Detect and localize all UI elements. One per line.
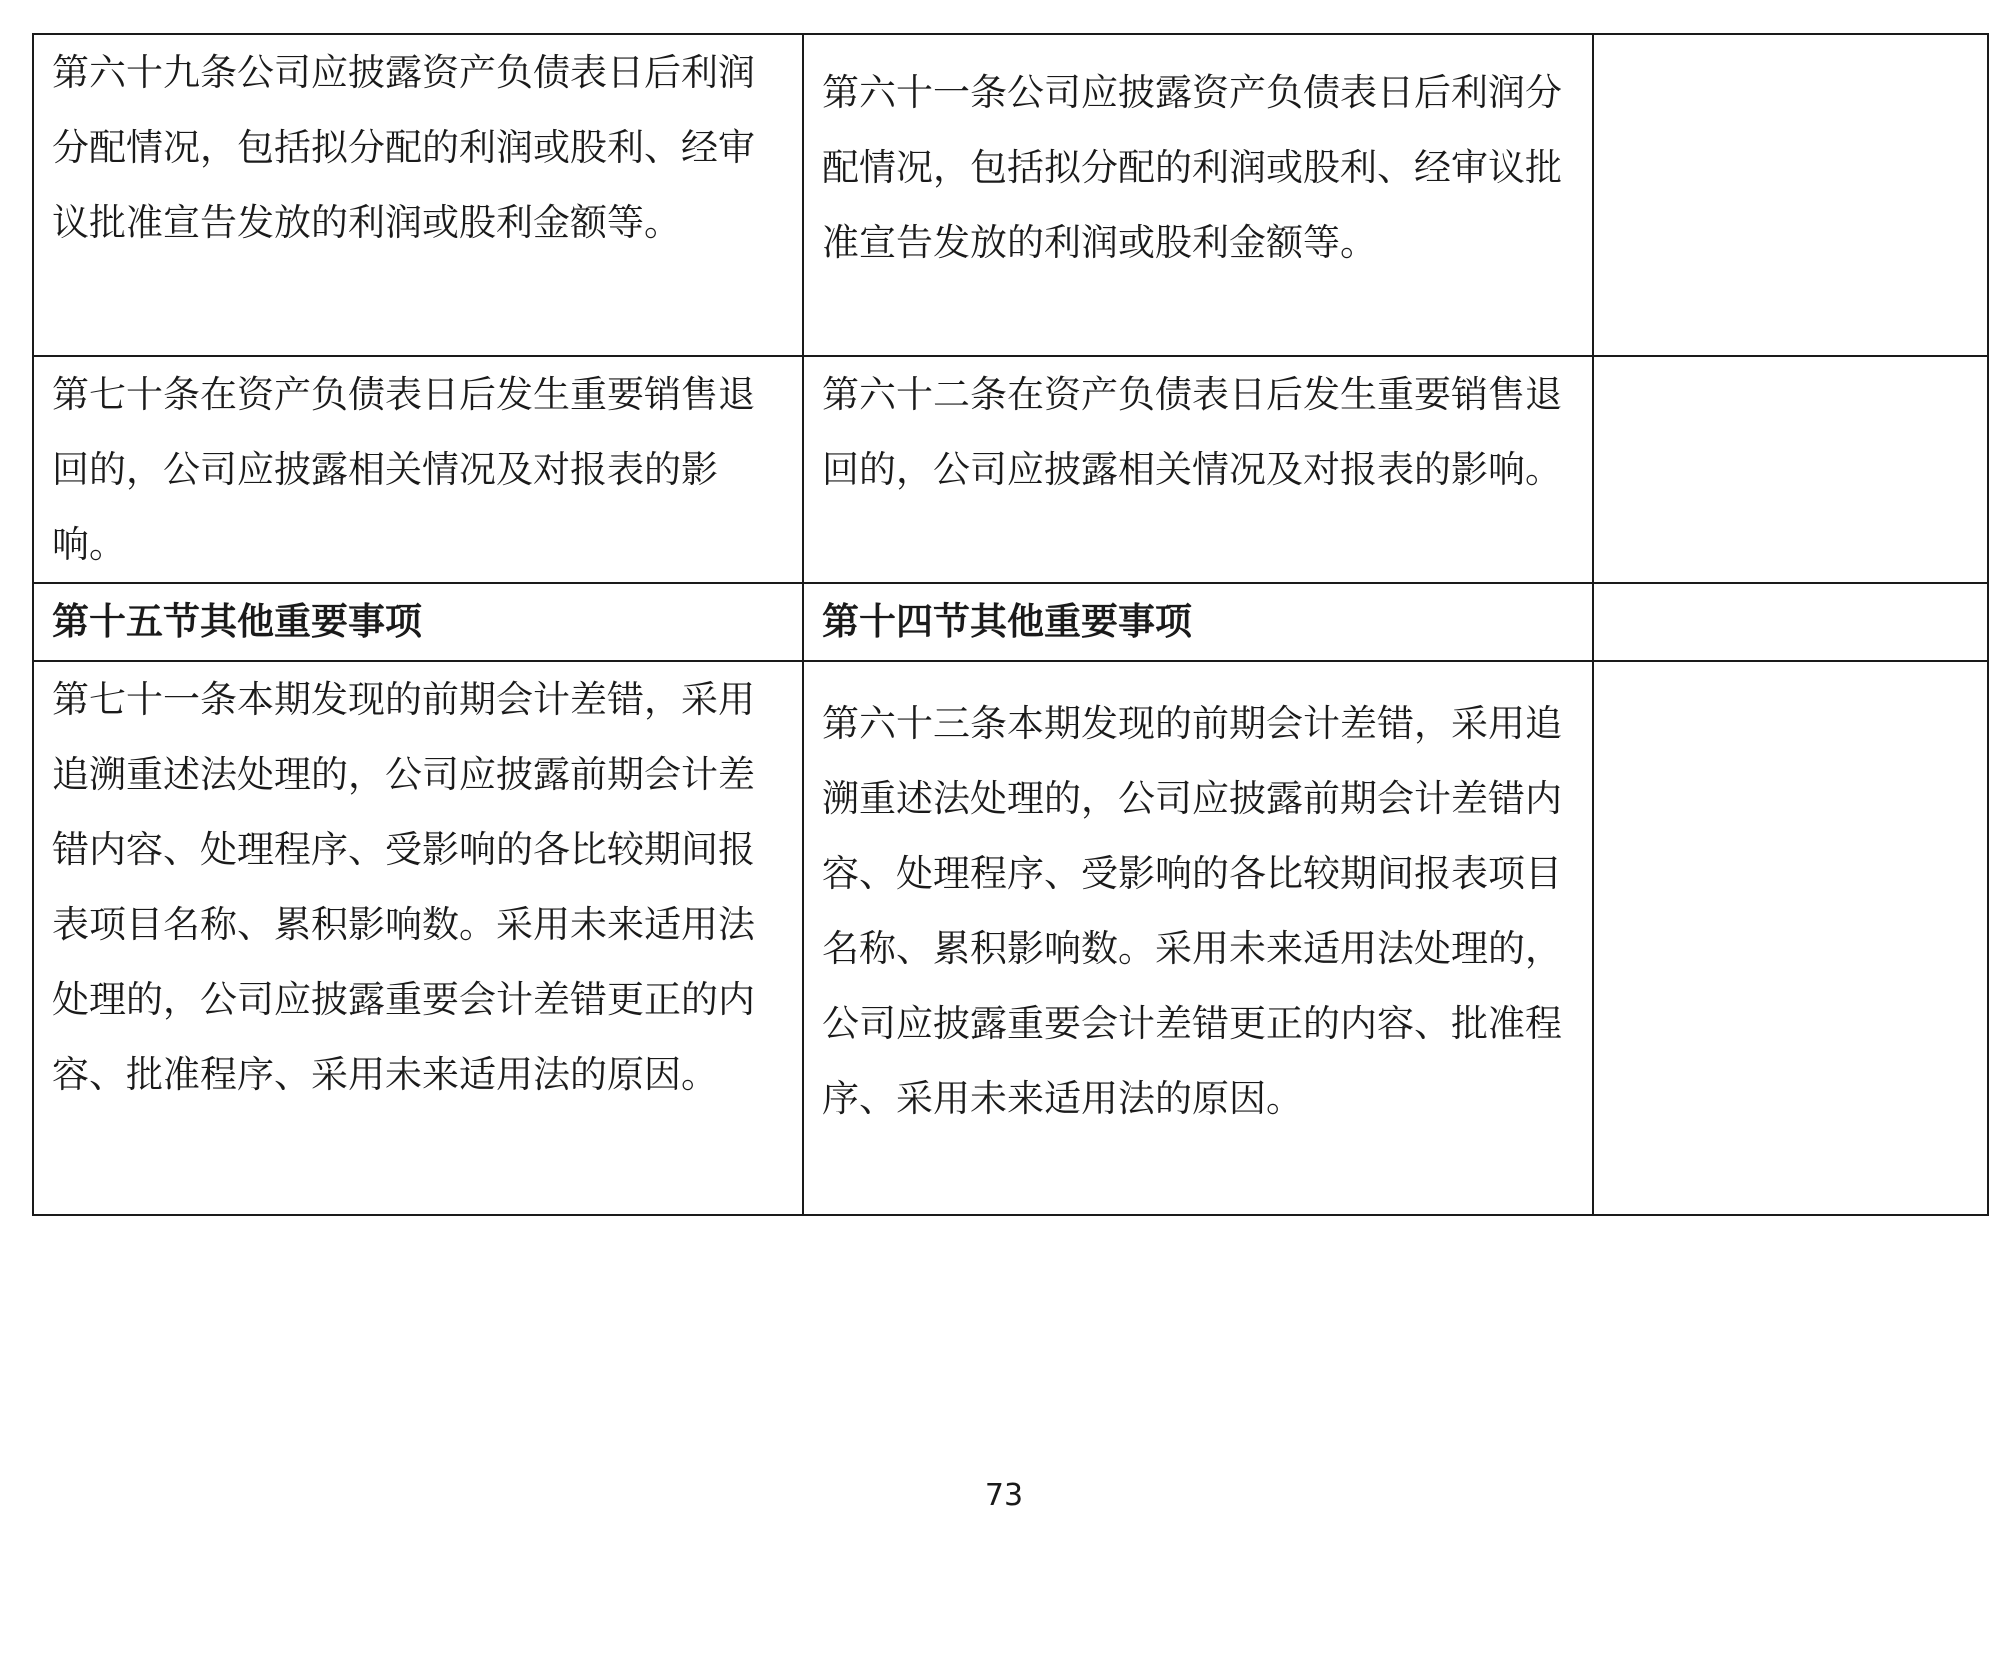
note-cell	[1593, 34, 1988, 356]
note-cell	[1593, 583, 1988, 661]
revised-section-heading: 第十四节其他重要事项	[803, 583, 1593, 661]
revised-clause-cell: 第六十一条公司应披露资产负债表日后利润分配情况，包括拟分配的利润或股利、经审议批准宣告发放的利润或股利金额等。	[803, 34, 1593, 356]
table-row	[33, 661, 1988, 1215]
page-number: 73	[984, 1478, 1024, 1513]
comparison-table	[32, 33, 1989, 1216]
original-section-heading: 第十五节其他重要事项	[33, 583, 803, 661]
note-cell	[1593, 661, 1988, 1215]
original-clause-cell: 第六十九条公司应披露资产负债表日后利润分配情况，包括拟分配的利润或股利、经审议批准宣告发放的利润或股利金额等。	[33, 34, 803, 356]
note-cell	[1593, 356, 1988, 583]
revised-clause-cell: 第六十二条在资产负债表日后发生重要销售退回的，公司应披露相关情况及对报表的影响。	[803, 356, 1593, 583]
table-row	[33, 34, 1988, 356]
original-clause-cell: 第七十一条本期发现的前期会计差错，采用追溯重述法处理的，公司应披露前期会计差错内容、处理程序、受影响的各比较期间报表项目名称、累积影响数。采用未来适用法处理的，公司应披露重要会计差错更正的内容、批准程序、采用未来适用法的原因。	[33, 661, 803, 1215]
table-row	[33, 356, 1988, 583]
revised-clause-cell: 第六十三条本期发现的前期会计差错，采用追溯重述法处理的，公司应披露前期会计差错内容、处理程序、受影响的各比较期间报表项目名称、累积影响数。采用未来适用法处理的，公司应披露重要会计差错更正的内容、批准程序、采用未来适用法的原因。	[803, 661, 1593, 1215]
section-heading-row	[33, 583, 1988, 661]
original-clause-cell: 第七十条在资产负债表日后发生重要销售退回的，公司应披露相关情况及对报表的影响。	[33, 356, 803, 583]
